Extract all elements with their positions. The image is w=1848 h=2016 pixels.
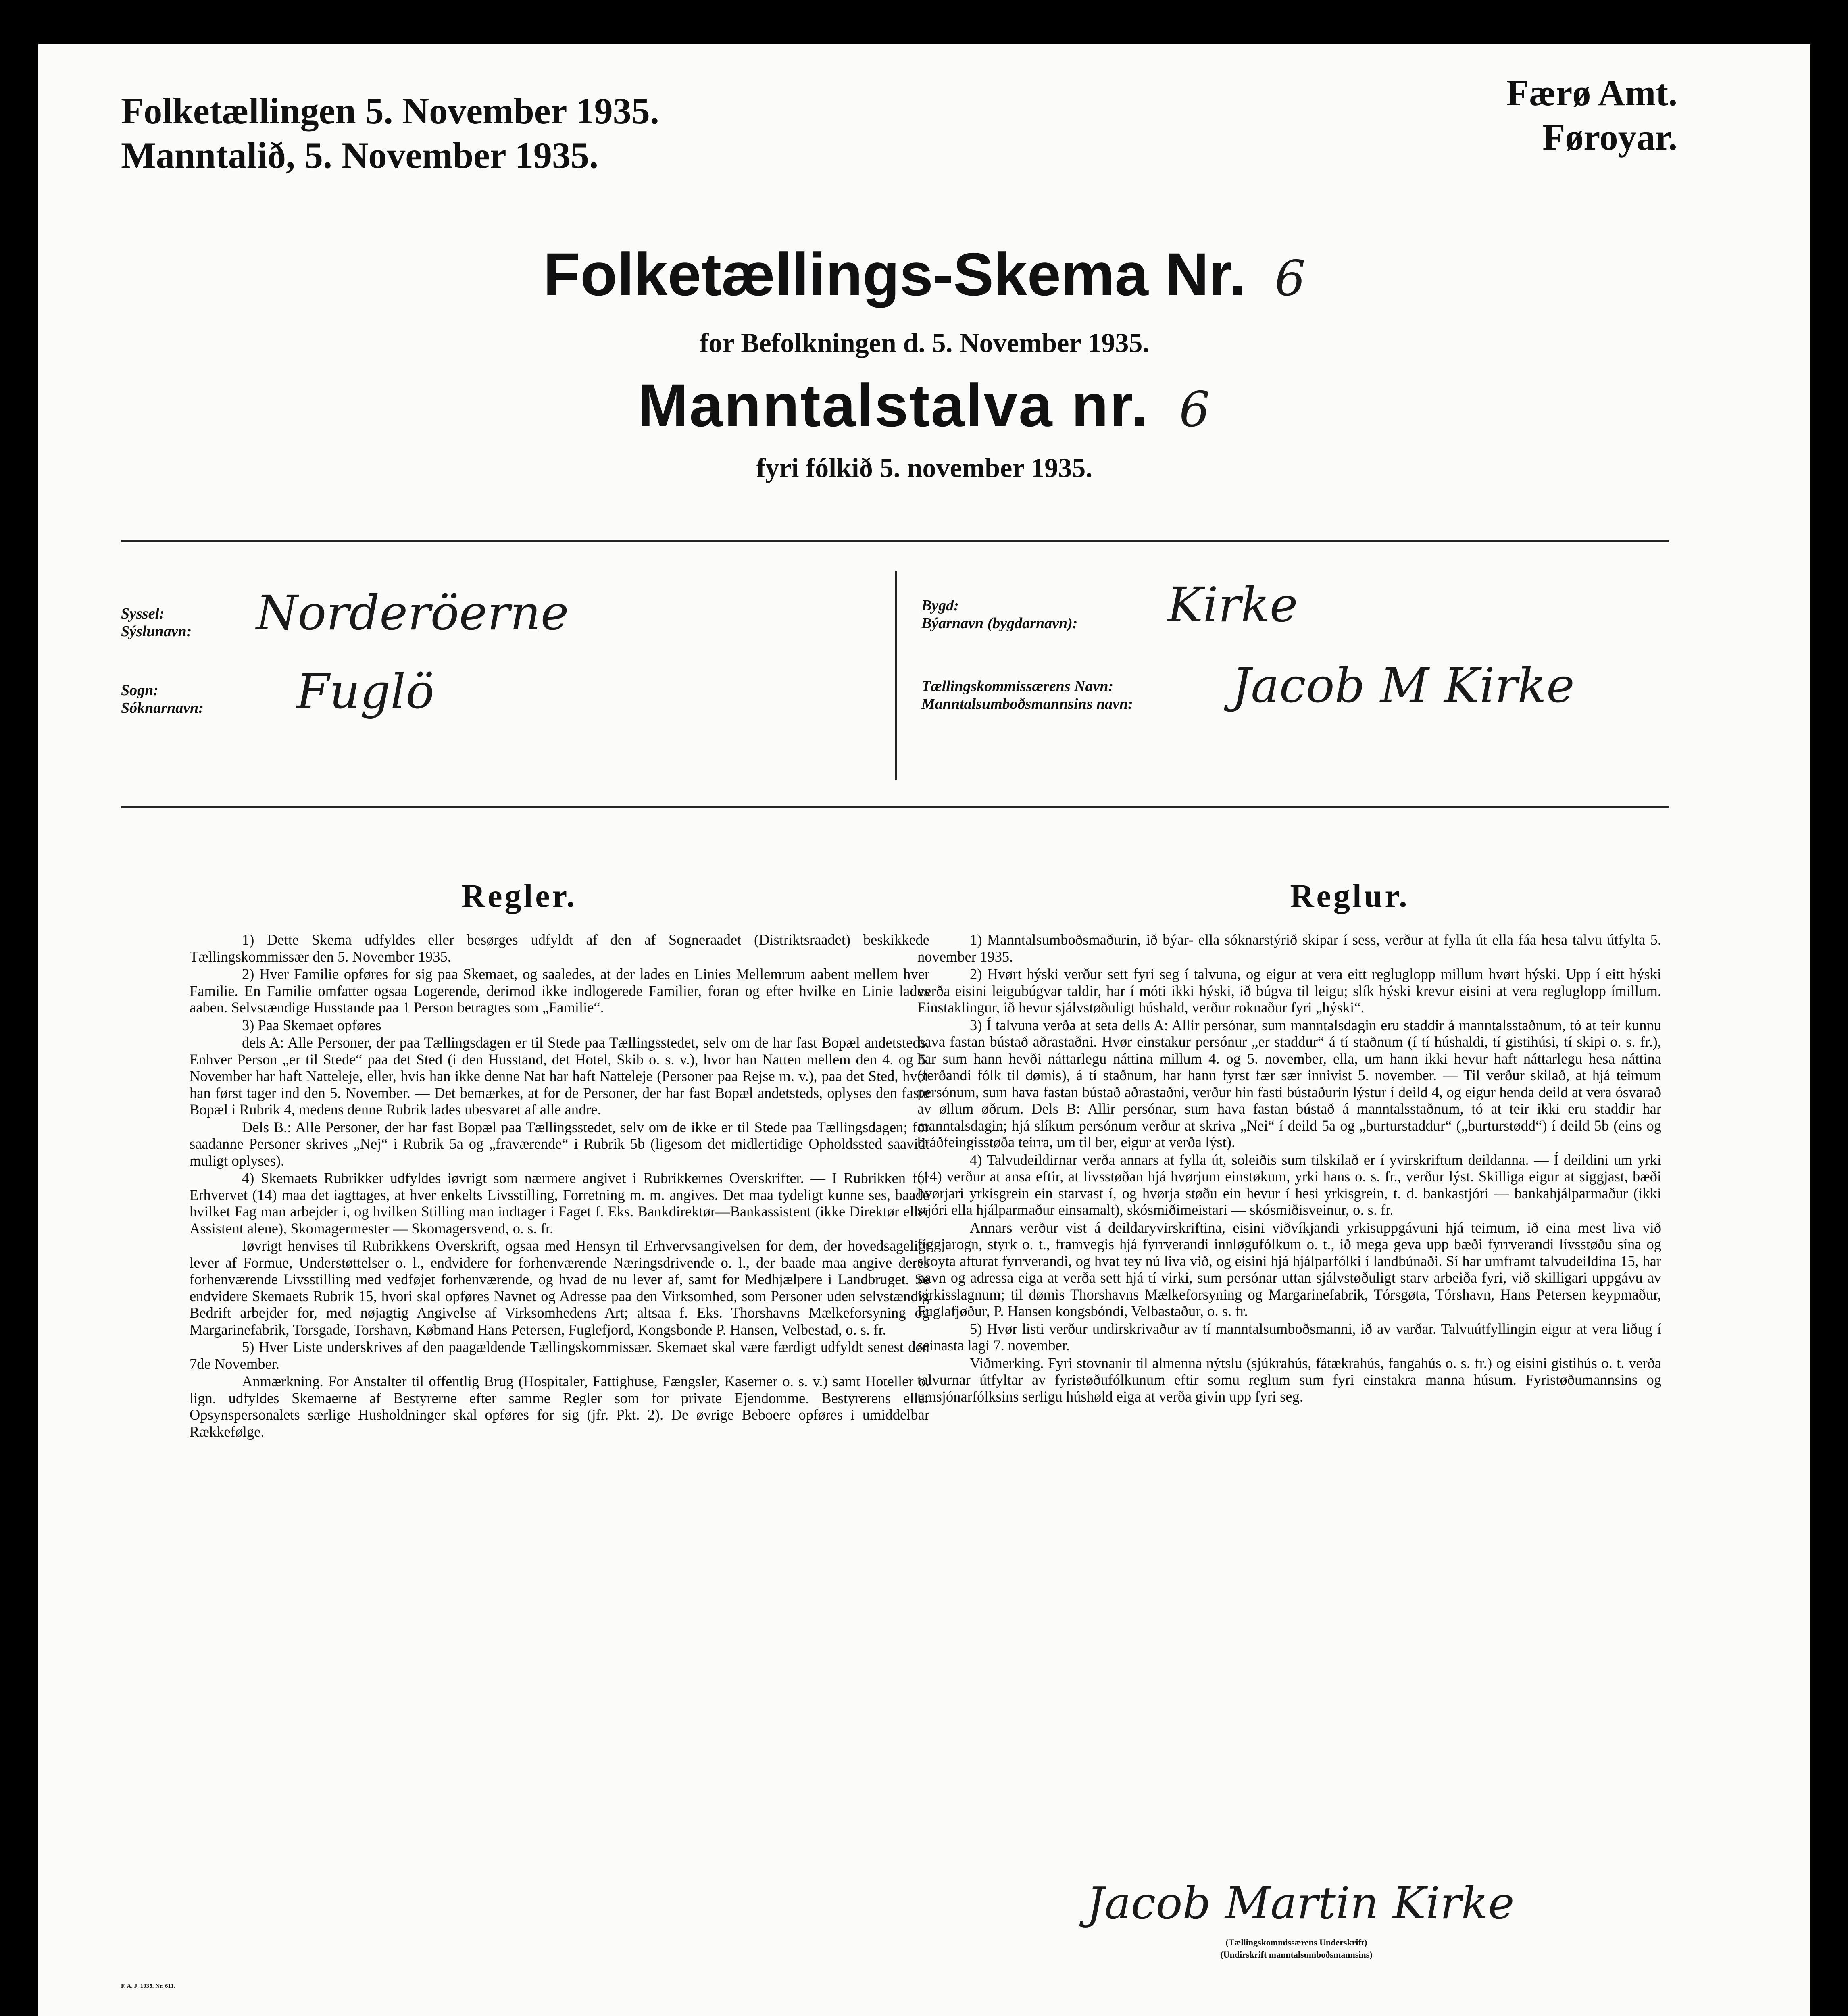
divider-vertical <box>895 571 897 780</box>
regler-title: Regler. <box>461 877 577 914</box>
sogn-label-block <box>121 681 282 717</box>
regler-paragraph: 4) Skemaets Rubrikker udfyldes iøvrigt som nærmere angivet i Rubrikkernes Overskrifter. — I Rubrikken for Erhvervet (14) maa det iagttages, at hver enkelts Livsstilling, Forretning m. m. angives. Det maa tydeligt kunne ses, baade hvilket Fag man arbejder i, og hvilken Stilling man indtager i Faget f. Eks. Bankdirektør—Bankassistent (ikke Direktør eller Assistent alene), Skomagermester — Skomagersvend, o. s. fr. <box>190 1170 929 1237</box>
soknarnavn-label: Sóknarnavn: <box>121 700 204 716</box>
reglur-paragraph: 3) Í talvuna verða at seta dells A: Allir persónar, sum manntalsdagin eru staddir á manntalsstaðnum, tó at teir kunnu hava fastan bústað aðrastaðni. Hvør einstakur persónur „er staddur“ á tí staðnum (í tí húshaldi, tí gistihúsi, tí skipi o. s. fr.), har sum hann hevði náttarlegu náttina millum 4. og 5. november, ella, um hann ikki hevur haft náttarlegu hesa náttina (ferðandi fólk til dømis), á tí staðnum, har hann fyrst fær sær innivist 5. november. — Til verður skilað, at hjá teimum persónum, sum hava fastan bústað aðrastaðni, verður hin fasti bústaðurin lýstur í deild 4, og eigur henda deild at vera ósvarað av øllum øðrum. Dels B: Allir persónar, sum hava fastan bústað á manntalsstaðnum, tó at teir ikki eru staddir har manntalsdagin; hjá slíkum persónum verður at skriva „Nei“ í deild 5a og „burturstaddur“ („burturstødd“) í deild 5b (eins og bráðfeingisstøða teirra, um til ber, eigur at verða lýst). <box>917 1016 1661 1150</box>
header-left-line2: Manntalið, 5. November 1935. <box>121 135 599 176</box>
reglur-body <box>917 931 1661 1405</box>
regler-paragraph: Dels B.: Alle Personer, der har fast Bopæl paa Tællingsstedet, selv om de ikke er til Stede paa Tællingsdagen; for saadanne Personer skrives „Nej“ i Rubrik 5a og „fraværende“ i Rubrik 5b (ligesom det midlertidige Opholdssted saavidt muligt oplyses). <box>190 1118 929 1169</box>
form-title <box>38 240 1810 313</box>
reglur-paragraph: Viðmerking. Fyri stovnanir til almenna nýtslu (sjúkrahús, fátækrahús, fangahús o. s. fr.) og eisini gistihús o. t. verða talvurnar útfyltar av fyristøðufólkunum eftir somu reglum sum fyri einstakra manna húsum. Fyristøðumannsins og umsjónarfólksins serligu húshøld eiga at verða givin upp fyri seg. <box>917 1354 1661 1405</box>
regler-paragraph: 2) Hver Familie opføres for sig paa Skemaet, og saaledes, at der lades en Linies Mellemrum aabent mellem hver Familie. En Familie omfatter ogsaa Logerende, derimod ikke indlogerede Familier, foran og efter hvilke en Linie lades aaben. Selvstændige Husstande paa 1 Person betragtes som „Familie“. <box>190 966 929 1016</box>
census-form-page <box>38 44 1810 2016</box>
form-subtitle-faroese: fyri fólkið 5. november 1935. <box>756 452 1093 483</box>
bygd-label-block <box>921 597 1204 632</box>
bygd-label: Bygd: <box>921 597 959 614</box>
bygd-value-handwritten: Kirke <box>1167 577 1298 633</box>
reglur-paragraph: 5) Hvør listi verður undirskrivaður av tí manntalsumboðsmanni, ið av varðar. Talvuútfyllingin eigur at vera liðug í seinasta lagi 7. november. <box>917 1320 1661 1354</box>
kommissaer-label-block <box>921 677 1244 713</box>
regler-paragraph: Anmærkning. For Anstalter til offentlig Brug (Hospitaler, Fattighuse, Fængsler, Kaserner o. s. v.) samt Hoteller o. lign. udfyldes Skemaerne af Bestyrerne efter samme Regler som for private Ejendomme. Bestyrerens eller Opsynspersonalets særlige Husholdninger skal opføres for sig (jfr. Pkt. 2). De øvrige Beboere opføres i umiddelbar Rækkefølge. <box>190 1373 929 1440</box>
header-left <box>121 89 659 177</box>
kommissaer-label: Tællingskommissærens Navn: <box>921 678 1114 695</box>
form-title-faroese <box>38 371 1810 444</box>
byarnavn-label: Býarnavn (bygdarnavn): <box>921 615 1078 632</box>
sogn-value-handwritten: Fuglö <box>296 664 435 719</box>
signature-caption-1: (Tællingskommissærens Underskrift) <box>1225 1937 1367 1947</box>
form-number-faroese-handwritten: 6 <box>1179 382 1211 438</box>
regler-body <box>190 931 929 1440</box>
syssel-value-handwritten: Norderöerne <box>256 585 569 641</box>
syslunavn-label: Sýslunavn: <box>121 623 192 640</box>
reglur-paragraph: Annars verður vist á deildaryvirskriftina, eisini viðvíkjandi yrkisuppgávuni hjá teimum, ið eina mest liva við fíggjarogn, styrk o. t., framvegis hjá fyrrverandi innløgufólkum o. t., ið mega geva upp bæði fyrrverandi lívsstøðu sína og skoyta afturat fyrrverandi, og hvat tey nú liva við, og eisini hjá hjálparfólki í landbúnaði. Sí har umframt talvudeildina 15, har navn og adressa eiga at verða sett hjá tí virki, sum persónar uttan sjálvstøðuligt starv arbeiða fyri, við skilligari uppgávu av virkisslagnum; til dømis Thorshavns Mælkeforsyning og Margarinefabrik, Tórsgøta, Tórshavn, Hans Petersen keypmaður, Fuglafjøður, P. Hansen kongsbóndi, Velbastaður, o. s. fr. <box>917 1219 1661 1319</box>
header-left-line1: Folketællingen 5. November 1935. <box>121 90 659 131</box>
syssel-label: Syssel: <box>121 605 165 622</box>
form-number-handwritten: 6 <box>1275 251 1306 307</box>
divider-bottom <box>121 806 1669 808</box>
regler-paragraph: 1) Dette Skema udfyldes eller besørges udfyldt af den af Sogneraadet (Distriktsraadet) beskikkede Tællingskommissær den 5. November 1935. <box>190 931 929 965</box>
regler-paragraph: 3) Paa Skemaet opføres <box>242 1016 381 1033</box>
kommissaer-value-handwritten: Jacob M Kirke <box>1232 658 1575 713</box>
header-right-line1: Færø Amt. <box>1506 72 1677 113</box>
printer-mark: F. A. J. 1935. Nr. 611. <box>121 1983 175 1989</box>
reglur-paragraph: 4) Talvudeildirnar verða annars at fylla út, soleiðis sum tilskilað er í yvirskriftum deildanna. — Í deildini um yrki (14) verður at ansa eftir, at livsstøðan hjá hvørjum einstøkum, yrki hans o. s. fr., verður lýst. Skilliga eigur at siggjast, bæði hvørjari yrkisgrein ein starvast í, og hvørja støðu ein hevur í hesi yrkisgrein, t. d. bankastjóri — bankahjálparmaður (ikki stjóri ella hjálparmaður einsamalt), skósmiðimeistari — skósmiðisveinur, o. s. fr. <box>917 1151 1661 1218</box>
form-title-faroese-text: Manntalstalva nr. <box>638 371 1149 439</box>
signature-caption-2: (Undirskrift manntalsumboðsmannsins) <box>1220 1949 1373 1960</box>
sogn-label: Sogn: <box>121 682 158 699</box>
regler-paragraph: Iøvrigt henvises til Rubrikkens Overskrift, ogsaa med Hensyn til Erhvervsangivelsen for dem, der hovedsageligt lever af Formue, Understøttelser o. l., endvidere for forhenværende Næringsdrivende o. l., der baade maa angive deres forhenværende Livsstilling med vedføjet forhenværende, og hvad de nu lever af, samt for Medhjælpere i Landbruget. Se endvidere Skemaets Rubrik 15, hvori skal opføres Navnet og Adresse paa den Virksomhed, som Personer uden selvstændig Bedrift arbejder for, med nøjagtig Angivelse af Virksomhedens Art; altsaa f. Eks. Thorshavns Mælkeforsyning og Margarinefabrik, Torsgade, Torshavn, Købmand Hans Petersen, Fuglefjord, Kongsbonde P. Hansen, Velbestad, o. s. fr. <box>190 1237 929 1338</box>
manntal-label: Manntalsumboðsmannsins navn: <box>921 696 1133 712</box>
form-title-text: Folketællings-Skema Nr. <box>543 240 1246 308</box>
header-right <box>1506 71 1677 159</box>
form-subtitle: for Befolkningen d. 5. November 1935. <box>699 327 1150 358</box>
reglur-title: Reglur. <box>1290 877 1410 914</box>
signature-handwritten: Jacob Martin Kirke <box>1087 1877 1515 1929</box>
regler-paragraph: 5) Hver Liste underskrives af den paagældende Tællingskommissær. Skemaet skal være færdigt udfyldt senest den 7de November. <box>190 1339 929 1372</box>
regler-paragraph: dels A: Alle Personer, der paa Tællingsdagen er til Stede paa Tællingsstedet, selv om de har fast Bopæl andetsteds. Enhver Person „er til Stede“ paa det Sted (i den Husstand, det Hotel, Skib o. s. v.), hvor han Natten mellem den 4. og 5. November har haft Natteleje, eller, hvis han ikke denne Nat har haft Natteleje (Personer paa Rejse m. v.), paa det Sted, hvor han først tager ind den 5. November. — Det bemærkes, at for de Personer, der har fast Bopæl andetsteds, oplyses den faste Bopæl i Rubrik 4, medens denne Rubrik lades ubesvaret af alle andre. <box>190 1034 929 1118</box>
divider-top <box>121 540 1669 542</box>
header-right-line2: Føroyar. <box>1542 117 1677 158</box>
reglur-paragraph: 2) Hvørt hýski verður sett fyri seg í talvuna, og eigur at vera eitt regluglopp millum hvørt hýski. Upp í eitt hýski verða eisini leigubúgvar taldir, har í móti ikki hýski, ið búgva til leigu; slík hýski krevur eisini at vera regluglopp ímillum. Einstaklingur, ið hevur sjálvstøðuligt húshald, verður roknaður fyri „hýski“. <box>917 966 1661 1016</box>
reglur-paragraph: 1) Manntalsumboðsmaðurin, ið býar- ella sóknarstýrið skipar í sess, verður at fylla út ella fáa hesa talvu útfylta 5. november 1935. <box>917 931 1661 965</box>
